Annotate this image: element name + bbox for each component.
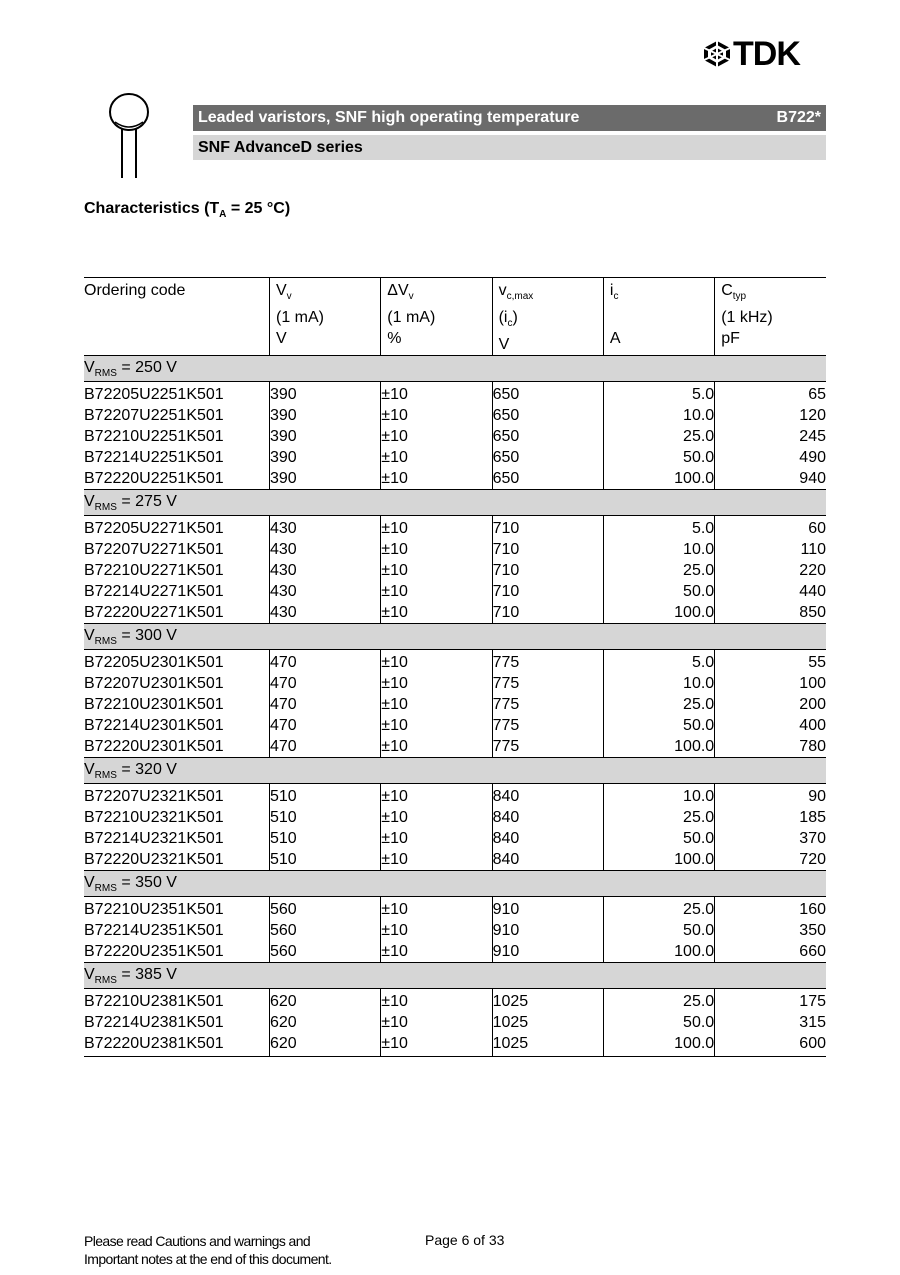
cell-clamping-voltage: 775 <box>492 650 603 674</box>
table-row <box>84 673 826 694</box>
cell-voltage-tolerance: ±10 <box>381 715 492 736</box>
series-subtitle: SNF AdvanceD series <box>198 138 363 156</box>
cell-varistor-voltage: 430 <box>270 581 381 602</box>
cell-voltage-tolerance: ±10 <box>381 694 492 715</box>
cell-varistor-voltage: 560 <box>270 941 381 963</box>
tdk-logo-mark-icon <box>703 40 731 68</box>
product-code: B722* <box>776 109 821 126</box>
table-row <box>84 828 826 849</box>
cell-varistor-voltage: 470 <box>270 736 381 758</box>
cell-clamping-current: 25.0 <box>603 897 714 921</box>
cell-varistor-voltage: 430 <box>270 539 381 560</box>
cell-clamping-current: 100.0 <box>603 602 714 624</box>
group-header-row <box>84 758 826 784</box>
table-row <box>84 849 826 871</box>
cell-varistor-voltage: 470 <box>270 650 381 674</box>
cell-clamping-voltage: 1025 <box>492 1033 603 1057</box>
cell-varistor-voltage: 560 <box>270 920 381 941</box>
cell-capacitance: 100 <box>715 673 826 694</box>
cell-varistor-voltage: 430 <box>270 602 381 624</box>
cell-clamping-voltage: 650 <box>492 426 603 447</box>
table-row <box>84 602 826 624</box>
cell-capacitance: 110 <box>715 539 826 560</box>
cell-ordering-code: B72214U2321K501 <box>84 830 224 848</box>
cell-capacitance: 65 <box>715 382 826 406</box>
cell-capacitance: 90 <box>715 784 826 808</box>
cell-clamping-voltage: 910 <box>492 897 603 921</box>
table-row <box>84 989 826 1013</box>
cell-capacitance: 370 <box>715 828 826 849</box>
cell-clamping-voltage: 710 <box>492 560 603 581</box>
table-row <box>84 694 826 715</box>
cell-capacitance: 600 <box>715 1033 826 1057</box>
table-row <box>84 784 826 808</box>
cell-voltage-tolerance: ±10 <box>381 941 492 963</box>
cell-voltage-tolerance: ±10 <box>381 828 492 849</box>
cell-clamping-voltage: 1025 <box>492 989 603 1013</box>
cell-clamping-current: 25.0 <box>603 560 714 581</box>
cell-varistor-voltage: 560 <box>270 897 381 921</box>
cell-voltage-tolerance: ±10 <box>381 516 492 540</box>
table-row <box>84 897 826 921</box>
cell-clamping-current: 25.0 <box>603 426 714 447</box>
cell-voltage-tolerance: ±10 <box>381 920 492 941</box>
cell-capacitance: 780 <box>715 736 826 758</box>
table-row <box>84 382 826 406</box>
cell-clamping-current: 50.0 <box>603 1012 714 1033</box>
tdk-logo <box>703 35 827 73</box>
cell-ordering-code: B72220U2381K501 <box>84 1033 270 1057</box>
cell-voltage-tolerance: ±10 <box>381 602 492 624</box>
column-header-ordering-code: Ordering code <box>84 282 186 299</box>
cell-ordering-code: B72220U2351K501 <box>84 943 224 961</box>
cell-voltage-tolerance: ±10 <box>381 1033 492 1057</box>
cell-ordering-code: B72210U2321K501 <box>84 809 224 827</box>
cell-voltage-tolerance: ±10 <box>381 807 492 828</box>
table-row <box>84 560 826 581</box>
table-row <box>84 715 826 736</box>
cell-clamping-current: 25.0 <box>603 989 714 1013</box>
cell-varistor-voltage: 390 <box>270 426 381 447</box>
cell-clamping-current: 10.0 <box>603 784 714 808</box>
column-header-clamping-voltage: $v_{c,max}$ $(i_c)$ V <box>492 278 603 356</box>
cell-clamping-current: 50.0 <box>603 715 714 736</box>
cell-capacitance: 245 <box>715 426 826 447</box>
table-row <box>84 736 826 758</box>
table-row <box>84 807 826 828</box>
cell-clamping-voltage: 775 <box>492 736 603 758</box>
table-row <box>84 405 826 426</box>
cell-ordering-code: B72220U2321K501 <box>84 851 224 869</box>
cell-voltage-tolerance: ±10 <box>381 382 492 406</box>
group-label: $V_{RMS} = 250$ V <box>84 356 826 382</box>
cell-clamping-current: 25.0 <box>603 694 714 715</box>
table-row <box>84 650 826 674</box>
cell-varistor-voltage: 510 <box>270 807 381 828</box>
cell-voltage-tolerance: ±10 <box>381 560 492 581</box>
cell-clamping-voltage: 775 <box>492 673 603 694</box>
cell-varistor-voltage: 470 <box>270 673 381 694</box>
section-heading: Characteristics ($T_A = 25$ °C) <box>84 200 291 221</box>
cell-capacitance: 440 <box>715 581 826 602</box>
cell-clamping-current: 50.0 <box>603 828 714 849</box>
cell-capacitance: 940 <box>715 468 826 490</box>
cell-clamping-voltage: 910 <box>492 941 603 963</box>
group-label: $V_{RMS} = 275$ V <box>84 490 826 516</box>
cell-varistor-voltage: 390 <box>270 447 381 468</box>
cell-clamping-current: 10.0 <box>603 405 714 426</box>
cell-ordering-code: B72210U2351K501 <box>84 901 224 919</box>
cell-clamping-current: 100.0 <box>603 1033 714 1057</box>
cell-varistor-voltage: 390 <box>270 382 381 406</box>
cell-clamping-voltage: 650 <box>492 447 603 468</box>
cell-capacitance: 350 <box>715 920 826 941</box>
cell-voltage-tolerance: ±10 <box>381 405 492 426</box>
cell-capacitance: 60 <box>715 516 826 540</box>
cell-capacitance: 490 <box>715 447 826 468</box>
cell-clamping-current: 50.0 <box>603 920 714 941</box>
cell-clamping-current: 5.0 <box>603 382 714 406</box>
cell-voltage-tolerance: ±10 <box>381 736 492 758</box>
table-row <box>84 1033 826 1057</box>
cell-ordering-code: B72207U2271K501 <box>84 541 224 559</box>
cell-ordering-code: B72214U2251K501 <box>84 449 224 467</box>
cell-clamping-current: 100.0 <box>603 468 714 490</box>
cell-clamping-voltage: 650 <box>492 382 603 406</box>
table-row <box>84 539 826 560</box>
cell-varistor-voltage: 470 <box>270 694 381 715</box>
column-header-voltage-tolerance: $\Delta V_v$ (1 mA) % <box>381 278 492 356</box>
cell-capacitance: 160 <box>715 897 826 921</box>
cell-ordering-code: B72210U2301K501 <box>84 696 224 714</box>
cell-varistor-voltage: 620 <box>270 1012 381 1033</box>
table-row <box>84 447 826 468</box>
cell-clamping-voltage: 840 <box>492 784 603 808</box>
group-header-row <box>84 871 826 897</box>
cell-voltage-tolerance: ±10 <box>381 784 492 808</box>
cell-clamping-voltage: 775 <box>492 694 603 715</box>
group-label: $V_{RMS} = 385$ V <box>84 963 826 989</box>
cell-voltage-tolerance: ±10 <box>381 673 492 694</box>
cell-clamping-current: 100.0 <box>603 736 714 758</box>
cell-voltage-tolerance: ±10 <box>381 426 492 447</box>
cell-clamping-current: 25.0 <box>603 807 714 828</box>
cell-clamping-voltage: 840 <box>492 849 603 871</box>
varistor-icon <box>107 92 151 180</box>
cell-clamping-voltage: 840 <box>492 807 603 828</box>
table-row <box>84 1012 826 1033</box>
cell-clamping-voltage: 840 <box>492 828 603 849</box>
table-row <box>84 426 826 447</box>
cell-capacitance: 315 <box>715 1012 826 1033</box>
cell-voltage-tolerance: ±10 <box>381 650 492 674</box>
cell-ordering-code: B72210U2251K501 <box>84 428 224 446</box>
cell-ordering-code: B72205U2251K501 <box>84 386 224 404</box>
cell-capacitance: 220 <box>715 560 826 581</box>
characteristics-table <box>84 277 826 1057</box>
table-row <box>84 581 826 602</box>
cell-varistor-voltage: 510 <box>270 784 381 808</box>
group-label: $V_{RMS} = 320$ V <box>84 758 826 784</box>
cell-varistor-voltage: 430 <box>270 560 381 581</box>
cell-clamping-voltage: 710 <box>492 516 603 540</box>
group-header-row <box>84 490 826 516</box>
cell-voltage-tolerance: ±10 <box>381 849 492 871</box>
cell-capacitance: 400 <box>715 715 826 736</box>
cell-varistor-voltage: 390 <box>270 405 381 426</box>
series-subtitle-bar <box>193 135 826 160</box>
column-header-varistor-voltage: $V_v$ (1 mA) V <box>270 278 381 356</box>
cell-ordering-code: B72205U2271K501 <box>84 520 224 538</box>
table-row <box>84 941 826 963</box>
cell-clamping-voltage: 650 <box>492 468 603 490</box>
cell-ordering-code: B72220U2301K501 <box>84 738 224 756</box>
cell-capacitance: 850 <box>715 602 826 624</box>
cell-varistor-voltage: 470 <box>270 715 381 736</box>
cell-ordering-code: B72207U2301K501 <box>84 675 224 693</box>
cell-voltage-tolerance: ±10 <box>381 1012 492 1033</box>
cell-capacitance: 120 <box>715 405 826 426</box>
group-label: $V_{RMS} = 350$ V <box>84 871 826 897</box>
column-header-capacitance: $C_{typ}$ (1 kHz) pF <box>715 278 826 356</box>
table-row <box>84 920 826 941</box>
cell-ordering-code: B72214U2271K501 <box>84 583 224 601</box>
cell-capacitance: 720 <box>715 849 826 871</box>
cell-varistor-voltage: 430 <box>270 516 381 540</box>
cell-clamping-current: 10.0 <box>603 539 714 560</box>
cell-ordering-code: B72220U2251K501 <box>84 470 224 488</box>
cell-clamping-current: 50.0 <box>603 447 714 468</box>
cell-capacitance: 200 <box>715 694 826 715</box>
cell-ordering-code: B72210U2381K501 <box>84 993 224 1011</box>
cell-ordering-code: B72207U2251K501 <box>84 407 224 425</box>
cell-clamping-voltage: 1025 <box>492 1012 603 1033</box>
cell-varistor-voltage: 510 <box>270 849 381 871</box>
group-header-row <box>84 356 826 382</box>
product-title: Leaded varistors, SNF high operating temperature <box>198 109 580 126</box>
page-number: Page 6 of 33 <box>425 1232 505 1248</box>
cell-ordering-code: B72205U2301K501 <box>84 654 224 672</box>
tdk-logo-text: TDK <box>733 35 800 73</box>
cell-clamping-voltage: 650 <box>492 405 603 426</box>
cell-ordering-code: B72214U2351K501 <box>84 922 224 940</box>
cell-ordering-code: B72214U2301K501 <box>84 717 224 735</box>
cell-clamping-current: 10.0 <box>603 673 714 694</box>
group-header-row <box>84 624 826 650</box>
cell-clamping-current: 100.0 <box>603 849 714 871</box>
table-row <box>84 516 826 540</box>
cell-varistor-voltage: 390 <box>270 468 381 490</box>
cell-clamping-current: 100.0 <box>603 941 714 963</box>
cell-clamping-current: 5.0 <box>603 650 714 674</box>
group-header-row <box>84 963 826 989</box>
cell-varistor-voltage: 510 <box>270 828 381 849</box>
cell-varistor-voltage: 620 <box>270 989 381 1013</box>
cell-voltage-tolerance: ±10 <box>381 468 492 490</box>
table-header-row <box>84 278 826 356</box>
cell-voltage-tolerance: ±10 <box>381 989 492 1013</box>
cell-voltage-tolerance: ±10 <box>381 447 492 468</box>
product-title-bar <box>193 105 826 131</box>
cell-clamping-voltage: 710 <box>492 602 603 624</box>
cell-ordering-code: B72214U2381K501 <box>84 1014 224 1032</box>
table-row <box>84 468 826 490</box>
cell-capacitance: 55 <box>715 650 826 674</box>
cell-clamping-voltage: 710 <box>492 581 603 602</box>
group-label: $V_{RMS} = 300$ V <box>84 624 826 650</box>
cell-voltage-tolerance: ±10 <box>381 581 492 602</box>
cell-voltage-tolerance: ±10 <box>381 897 492 921</box>
column-header-clamping-current: $i_c$ A <box>603 278 714 356</box>
cell-capacitance: 185 <box>715 807 826 828</box>
cell-capacitance: 660 <box>715 941 826 963</box>
cell-clamping-voltage: 910 <box>492 920 603 941</box>
cell-ordering-code: B72210U2271K501 <box>84 562 224 580</box>
cell-varistor-voltage: 620 <box>270 1033 381 1057</box>
cell-clamping-current: 50.0 <box>603 581 714 602</box>
cell-ordering-code: B72207U2321K501 <box>84 788 224 806</box>
footer-caution-note: Please read Cautions and warnings and Important notes at the end of this document. <box>84 1233 332 1267</box>
cell-voltage-tolerance: ±10 <box>381 539 492 560</box>
cell-ordering-code: B72220U2271K501 <box>84 604 224 622</box>
cell-clamping-voltage: 775 <box>492 715 603 736</box>
cell-capacitance: 175 <box>715 989 826 1013</box>
cell-clamping-voltage: 710 <box>492 539 603 560</box>
cell-clamping-current: 5.0 <box>603 516 714 540</box>
